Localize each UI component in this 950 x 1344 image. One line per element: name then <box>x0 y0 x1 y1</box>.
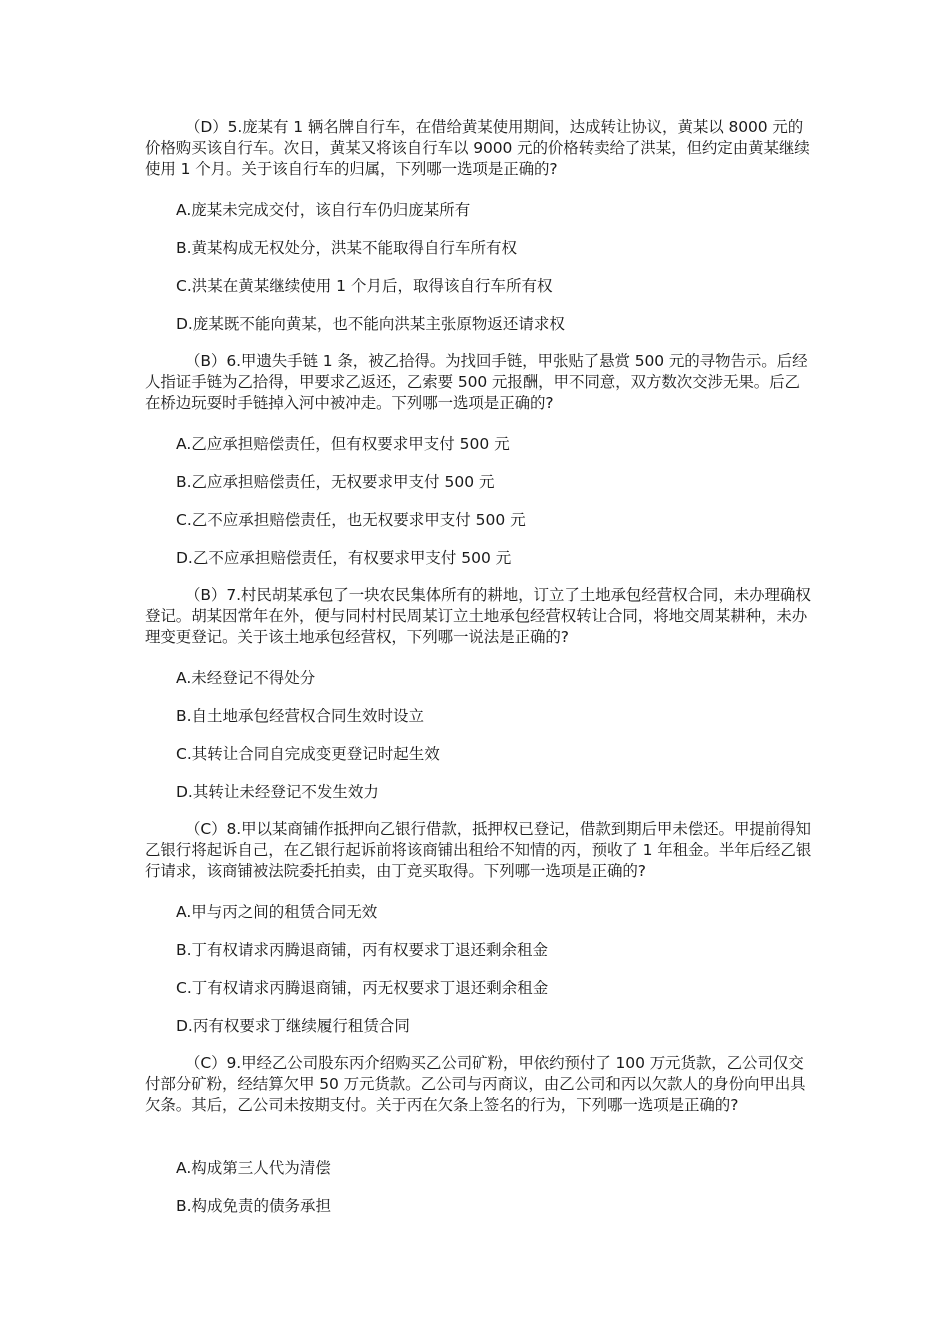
question-6-option-d: D.乙不应承担赔偿责任，有权要求甲支付 500 元 <box>176 549 512 567</box>
question-9-option-a: A.构成第三人代为清偿 <box>176 1159 331 1177</box>
question-7-stem: （B）7.村民胡某承包了一块农民集体所有的耕地，订立了土地承包经营权合同，未办理确权登记。胡某因常年在外，便与同村村民周某订立土地承包经营权转让合同，将地交周某耕种，未办理变更登记。关于该土地承包经营权，下列哪一说法是正确的? <box>145 586 811 646</box>
question-8-option-b: B.丁有权请求丙腾退商铺，丙有权要求丁退还剩余租金 <box>176 941 549 959</box>
question-7-option-a: A.未经登记不得处分 <box>176 669 316 687</box>
question-7-option-d: D.其转让未经登记不发生效力 <box>176 783 379 801</box>
question-6-stem: （B）6.甲遗失手链 1 条，被乙拾得。为找回手链，甲张贴了悬赏 500 元的寻物告示。后经人指证手链为乙拾得，甲要求乙返还，乙索要 500 元报酬，甲不同意，双方数次交涉无果。后乙在桥边玩耍时手链掉入河中被冲走。下列哪一选项是正确的? <box>145 352 808 412</box>
question-6-option-c: C.乙不应承担赔偿责任，也无权要求甲支付 500 元 <box>176 511 526 529</box>
question-8-option-a: A.甲与丙之间的租赁合同无效 <box>176 903 378 921</box>
question-6-option-a: A.乙应承担赔偿责任，但有权要求甲支付 500 元 <box>176 435 510 453</box>
question-7-option-c: C.其转让合同自完成变更登记时起生效 <box>176 745 440 763</box>
question-6-option-b: B.乙应承担赔偿责任，无权要求甲支付 500 元 <box>176 473 495 491</box>
question-5-option-c: C.洪某在黄某继续使用 1 个月后，取得该自行车所有权 <box>176 277 553 295</box>
question-5-option-d: D.庞某既不能向黄某，也不能向洪某主张原物返还请求权 <box>176 315 565 333</box>
question-8-option-d: D.丙有权要求丁继续履行租赁合同 <box>176 1017 410 1035</box>
question-8-stem: （C）8.甲以某商铺作抵押向乙银行借款，抵押权已登记，借款到期后甲未偿还。甲提前得知乙银行将起诉自己，在乙银行起诉前将该商铺出租给不知情的丙，预收了 1 年租金。半年后经乙银行请求，该商铺被法院委托拍卖，由丁竞买取得。下列哪一选项是正确的? <box>145 820 812 880</box>
question-8-option-c: C.丁有权请求丙腾退商铺，丙无权要求丁退还剩余租金 <box>176 979 549 997</box>
question-9-option-b: B.构成免责的债务承担 <box>176 1197 332 1215</box>
question-9-stem: （C）9.甲经乙公司股东丙介绍购买乙公司矿粉，甲依约预付了 100 万元货款，乙公司仅交付部分矿粉，经结算欠甲 50 万元货款。乙公司与丙商议，由乙公司和丙以欠款人的身份向甲出具欠条。其后，乙公司未按期支付。关于丙在欠条上签名的行为，下列哪一选项是正确的? <box>145 1054 806 1114</box>
question-5-option-b: B.黄某构成无权处分，洪某不能取得自行车所有权 <box>176 239 518 257</box>
question-5-stem: （D）5.庞某有 1 辆名牌自行车，在借给黄某使用期间，达成转让协议，黄某以 8000 元的价格购买该自行车。次日，黄某又将该自行车以 9000 元的价格转卖给了洪某，但约定由黄某继续使用 1 个月。关于该自行车的归属，下列哪一选项是正确的? <box>145 118 810 178</box>
question-7-option-b: B.自土地承包经营权合同生效时设立 <box>176 707 425 725</box>
question-5-option-a: A.庞某未完成交付，该自行车仍归庞某所有 <box>176 201 471 219</box>
